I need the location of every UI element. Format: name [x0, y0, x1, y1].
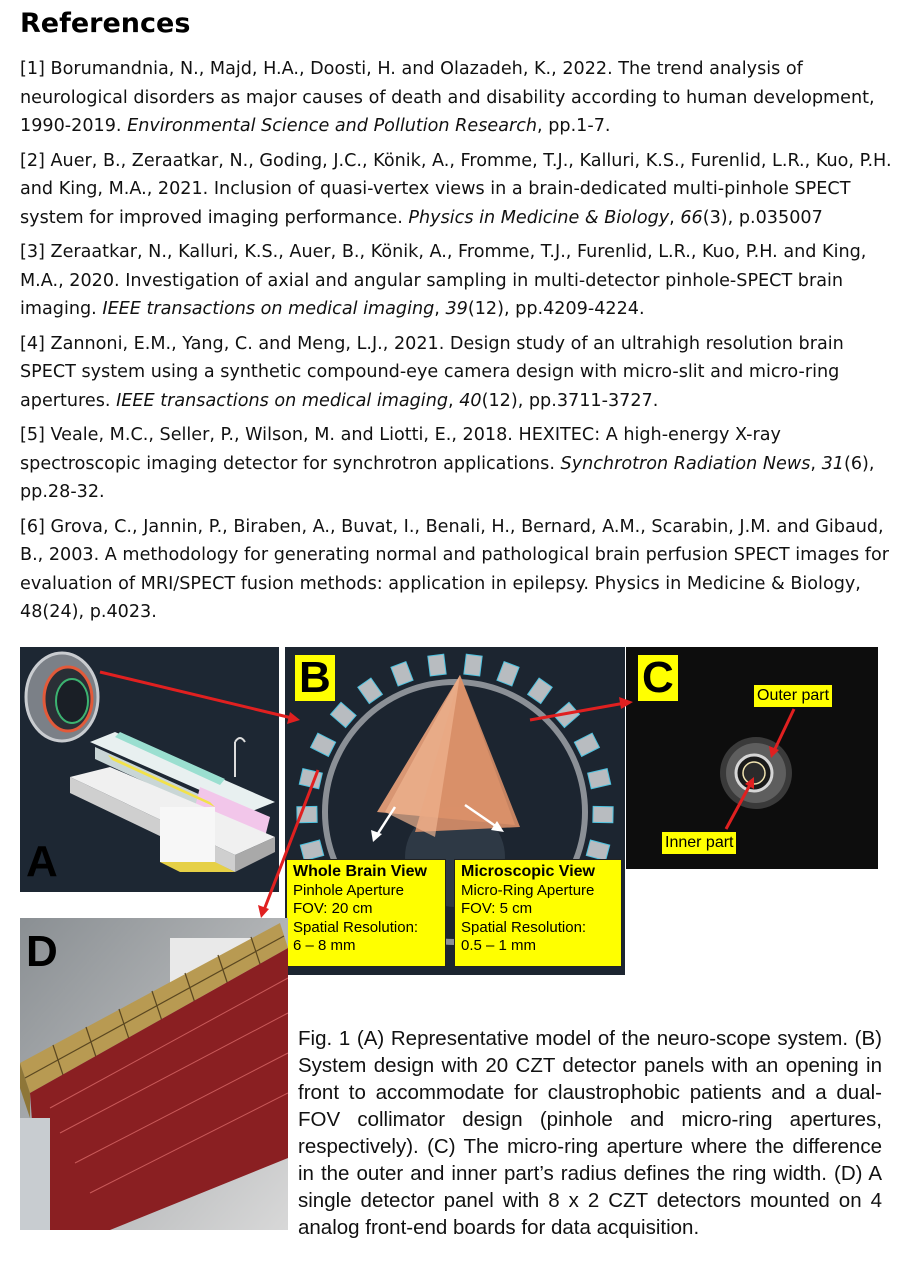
reference-tail: , pp.1-7.	[537, 116, 611, 136]
reference-text: [1] Borumandnia, N., Majd, H.A., Doosti, H. and Olazadeh, K., 2022. The trend analysis of neurological disorders as major causes of death and disability according to human development, 1990-2019.	[20, 59, 875, 136]
arrow-b-to-c	[530, 697, 633, 720]
reference-text: [3] Zeraatkar, N., Kalluri, K.S., Auer, B., Könik, A., Fromme, T.J., Furenlid, L.R., Kuo, P.H. and King, M.A., 2020. Investigation of axial and angular sampling in multi-detector pinhole-SPECT brain imaging.	[20, 242, 867, 319]
references-heading: References	[20, 8, 191, 39]
reference-journal: IEEE transactions on medical imaging	[102, 299, 435, 319]
panel-letter-b: B	[295, 655, 335, 701]
microscopic-fov: FOV: 5 cm	[461, 900, 533, 917]
reference-text: [6] Grova, C., Jannin, P., Biraben, A., Buvat, I., Benali, H., Bernard, A.M., Scarabin, J.M. and Gibaud, B., 2003. A methodology for generating normal and pathological brain perfusion SPECT images for evaluation of MRI/SPECT fusion methods: application in epilepsy. Physics in Medicine & Biology, 48(24), p.4023.	[20, 516, 889, 622]
reference-journal: IEEE transactions on medical imaging	[116, 390, 449, 411]
reference-tail: (3), p.035007	[702, 207, 823, 228]
reference-tail: (12), pp.4209-4224.	[467, 299, 645, 319]
reference-journal: Synchrotron Radiation News	[560, 453, 811, 474]
reference-text: [2] Auer, B., Zeraatkar, N., Goding, J.C., Könik, A., Fromme, T.J., Kalluri, K.S., Furenlid, L.R., Kuo, P.H. and King, M.A., 2021. Inclusion of quasi-vertex views in a brain-dedicated multi-pinhole SPECT system for improved imaging performance.	[20, 150, 892, 228]
reference-volume: 66	[680, 207, 703, 228]
reference-text: [5] Veale, M.C., Seller, P., Wilson, M. and Liotti, E., 2018. HEXITEC: A high-energy X-ray spectroscopic imaging detector for synchrotron applications.	[20, 425, 781, 474]
reference-sep: ,	[448, 390, 460, 411]
whole-brain-resolution-label: Spatial Resolution:	[293, 918, 419, 936]
reference-tail: (6), pp.28-32.	[20, 453, 875, 502]
whole-brain-fov: FOV: 20 cm	[293, 900, 373, 917]
whole-brain-resolution-value: 6 – 8 mm	[293, 937, 356, 954]
microscopic-resolution-value: 0.5 – 1 mm	[461, 937, 537, 954]
reference-volume: 31	[821, 453, 844, 474]
figure-caption: Fig. 1 (A) Representative model of the neuro-scope system. (B) System design with 20 CZT detector panels with an opening in front to accommodate for claustrophobic patients and a dual-FOV collimator design (pinhole and micro-ring apertures, respectively). (C) The micro-ring aperture where the difference in the outer and inner part’s radius defines the ring width. (D) A single detector panel with 8 x 2 CZT detectors mounted on 4 analog front-end boards for data acquisition.	[298, 1027, 882, 1239]
inner-part-label: Inner part	[662, 832, 736, 854]
arrow-a-to-b	[100, 672, 300, 724]
reference-text: [4] Zannoni, E.M., Yang, C. and Meng, L.J., 2021. Design study of an ultrahigh resolution brain SPECT system using a synthetic compound-eye camera design with micro-slit and micro-ring apertures.	[20, 333, 844, 411]
reference-sep: ,	[434, 299, 446, 319]
arrow-b-to-d	[258, 770, 318, 918]
panel-letter-c: C	[638, 655, 678, 701]
microscopic-view-title: Microscopic View	[461, 863, 595, 880]
reference-tail: (12), pp.3711-3727.	[481, 390, 659, 411]
reference-journal: Environmental Science and Pollution Research	[127, 116, 538, 136]
reference-volume: 39	[445, 299, 468, 319]
microscopic-resolution-label: Spatial Resolution:	[461, 918, 587, 936]
panel-letter-a: A	[26, 837, 58, 886]
whole-brain-view-title: Whole Brain View	[293, 863, 427, 880]
panel-letter-d: D	[26, 927, 58, 976]
reference-sep: ,	[669, 207, 681, 228]
reference-sep: ,	[810, 453, 822, 474]
whole-brain-aperture: Pinhole Aperture	[293, 881, 404, 899]
reference-journal: Physics in Medicine & Biology	[408, 207, 670, 228]
microscopic-aperture: Micro-Ring Aperture	[461, 881, 595, 899]
reference-volume: 40	[459, 390, 482, 411]
outer-part-label: Outer part	[754, 685, 832, 707]
